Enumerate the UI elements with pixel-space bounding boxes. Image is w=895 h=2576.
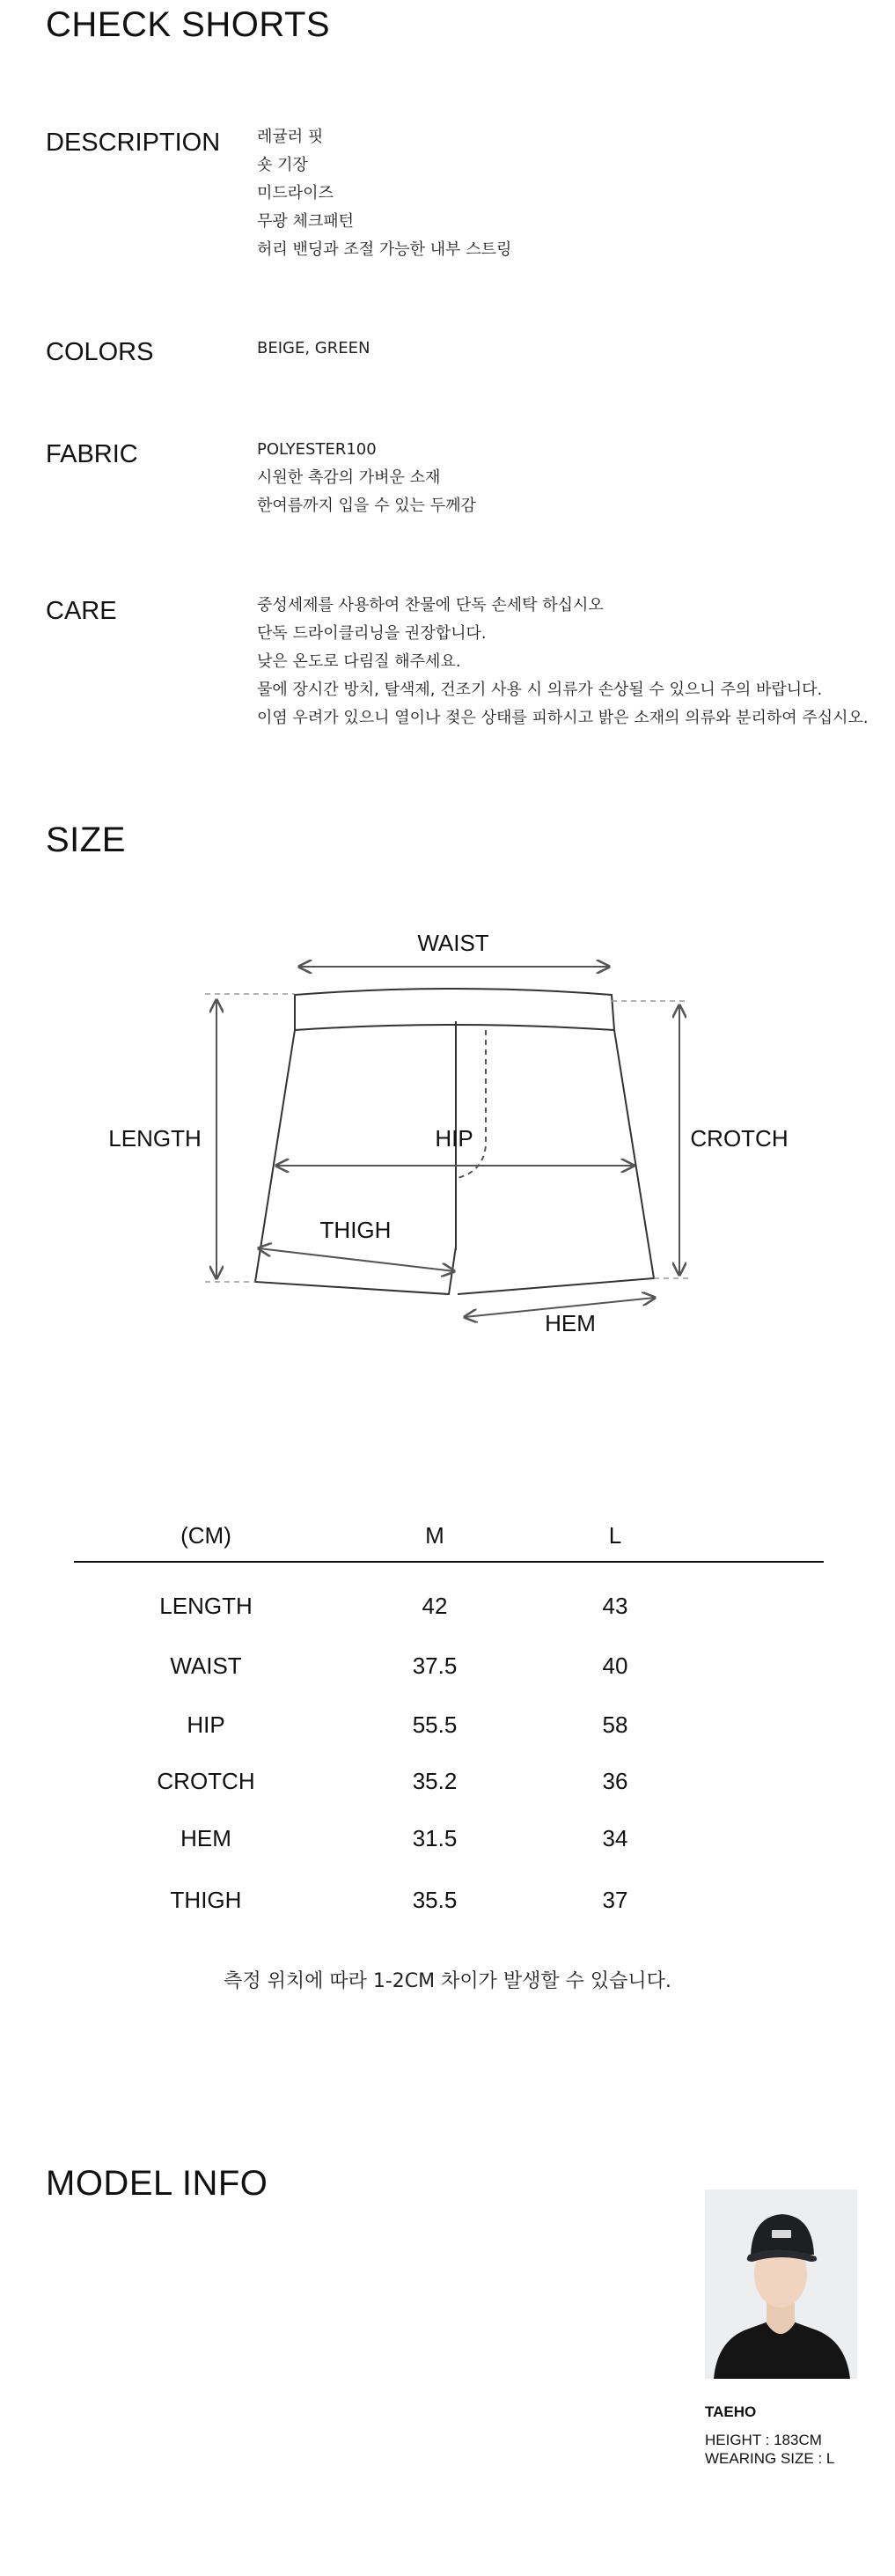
row-label: CROTCH (157, 1768, 255, 1794)
colors-label: COLORS (46, 338, 154, 366)
hem-label: HEM (545, 1310, 596, 1336)
header-unit: (CM) (180, 1522, 231, 1549)
care-line: 물에 장시간 방치, 탈색제, 건조기 사용 시 의류가 손상될 수 있으니 주의 바랍니다. (257, 681, 823, 699)
row-value-m: 55.5 (412, 1711, 458, 1738)
size-heading: SIZE (46, 821, 126, 859)
row-value-l: 43 (602, 1593, 628, 1619)
row-value-l: 40 (602, 1652, 628, 1679)
fabric-line: POLYESTER100 (257, 440, 377, 459)
row-value-l: 36 (602, 1768, 628, 1794)
fabric-label: FABRIC (46, 440, 138, 468)
row-value-l: 58 (602, 1711, 628, 1738)
row-label: THIGH (170, 1887, 242, 1913)
thigh-arrow (259, 1248, 454, 1271)
row-label: WAIST (170, 1652, 242, 1679)
model-info-heading: MODEL INFO (46, 2164, 268, 2203)
care-line: 중성세제를 사용하여 찬물에 단독 손세탁 하십시오 (257, 596, 604, 615)
length-label: LENGTH (108, 1125, 202, 1152)
model-illustration (705, 2190, 857, 2379)
description-line: 미드라이즈 (257, 184, 334, 202)
description-line: 숏 기장 (257, 156, 308, 174)
product-title: CHECK SHORTS (46, 5, 331, 44)
care-lines (257, 592, 869, 732)
measurement-note: 측정 위치에 따라 1-2CM 차이가 발생할 수 있습니다. (224, 1970, 671, 1992)
crotch-label: CROTCH (690, 1125, 789, 1152)
header-size-m: M (425, 1522, 444, 1549)
fabric-line: 한여름까지 입을 수 있는 두께감 (257, 497, 476, 515)
row-label: HEM (180, 1825, 231, 1851)
description-label: DESCRIPTION (46, 129, 221, 157)
row-value-m: 37.5 (412, 1652, 458, 1679)
shorts-size-diagram (0, 880, 895, 1373)
row-value-m: 35.5 (412, 1887, 458, 1913)
right-leg (458, 1030, 654, 1294)
description-line: 무광 체크패턴 (257, 212, 355, 231)
row-value-l: 37 (602, 1887, 628, 1913)
fabric-lines (257, 436, 476, 520)
model-photo (705, 2190, 857, 2379)
row-value-m: 42 (422, 1593, 448, 1619)
colors-lines (257, 335, 370, 363)
row-value-m: 31.5 (412, 1825, 458, 1851)
care-line: 낮은 온도로 다림질 해주세요. (257, 652, 461, 671)
model-wearing-size: WEARING SIZE : L (705, 2450, 835, 2467)
thigh-label: THIGH (319, 1217, 392, 1243)
care-line: 이염 우려가 있으니 열이나 젖은 상태를 피하시고 밝은 소재의 의류와 분리하여 주십시오. (257, 709, 869, 727)
description-lines (257, 123, 511, 264)
care-label: CARE (46, 597, 117, 625)
row-label: LENGTH (159, 1593, 253, 1619)
fly-stitch (458, 1030, 486, 1178)
care-line: 단독 드라이클리닝을 권장합니다. (257, 624, 487, 643)
description-line: 레귤러 핏 (257, 128, 324, 146)
waist-label: WAIST (417, 930, 489, 956)
size-table-header (74, 1512, 824, 1563)
model-height: HEIGHT : 183CM (705, 2432, 822, 2448)
description-line: 허리 밴딩과 조절 가능한 내부 스트링 (257, 240, 512, 259)
colors-value: BEIGE, GREEN (257, 339, 370, 357)
row-value-m: 35.2 (412, 1768, 458, 1794)
row-value-l: 34 (602, 1825, 628, 1851)
fabric-line: 시원한 촉감의 가벼운 소재 (257, 468, 441, 487)
row-label: HIP (187, 1711, 225, 1738)
waistband (295, 989, 614, 1030)
model-name: TAEHO (705, 2403, 757, 2420)
hip-label: HIP (435, 1125, 473, 1152)
left-leg (255, 1030, 456, 1294)
header-size-l: L (608, 1522, 622, 1549)
